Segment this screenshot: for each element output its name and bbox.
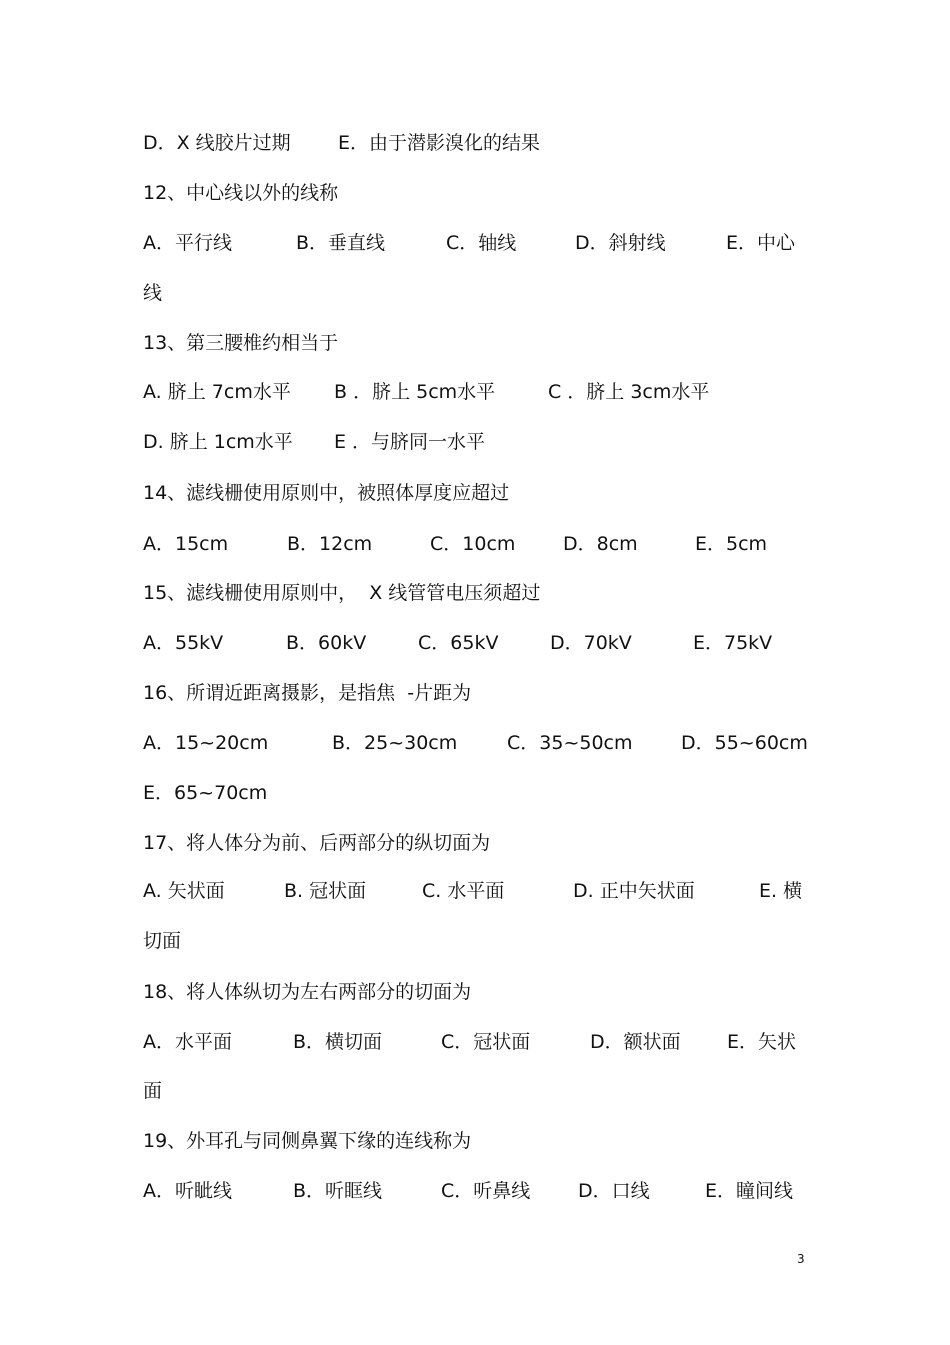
- option-a: A．听眦线: [143, 1180, 232, 1202]
- question-17: 17、将人体分为前、后两部分的纵切面为: [143, 832, 491, 854]
- option-b: B．垂直线: [296, 232, 386, 254]
- option-d: D．斜射线: [575, 232, 666, 254]
- option-d: D. 脐上 1cm水平: [143, 431, 293, 453]
- wrapped-text: 切面: [143, 930, 182, 952]
- question-12: 12、中心线以外的线称: [143, 182, 339, 204]
- option-c: C. 水平面: [422, 880, 505, 902]
- option-line: D．X 线胶片过期: [143, 132, 291, 154]
- option-b: B. 冠状面: [284, 880, 367, 902]
- option-c: C．冠状面: [441, 1031, 531, 1053]
- option-e: E．75kV: [693, 632, 773, 654]
- option-c: C．10cm: [430, 533, 516, 555]
- option-e: E．65~70cm: [143, 782, 268, 804]
- option-e: E．5cm: [695, 533, 768, 555]
- option-a: A. 脐上 7cm水平: [143, 381, 291, 403]
- option-a: A．15cm: [143, 533, 229, 555]
- wrapped-text: 线: [143, 282, 163, 304]
- option-b: B．听眶线: [293, 1180, 383, 1202]
- option-c: C．35~50cm: [507, 732, 633, 754]
- question-18: 18、将人体纵切为左右两部分的切面为: [143, 981, 472, 1003]
- option-b: B．12cm: [287, 533, 373, 555]
- option-c: C．65kV: [418, 632, 499, 654]
- option-d: D．额状面: [590, 1031, 681, 1053]
- option-d: D. 正中矢状面: [573, 880, 695, 902]
- question-15: 15、滤线栅使用原则中， X 线管管电压须超过: [143, 582, 541, 604]
- page-number: 3: [797, 1252, 805, 1266]
- option-line: E．由于潜影溴化的结果: [338, 132, 541, 154]
- option-a: A．水平面: [143, 1031, 232, 1053]
- option-d: D．70kV: [550, 632, 632, 654]
- option-d: D．8cm: [563, 533, 638, 555]
- question-13: 13、第三腰椎约相当于: [143, 332, 339, 354]
- option-b: B．60kV: [286, 632, 367, 654]
- option-e: E ．与脐同一水平: [334, 431, 486, 453]
- question-14: 14、滤线栅使用原则中，被照体厚度应超过: [143, 482, 510, 504]
- option-e: E．瞳间线: [705, 1180, 794, 1202]
- option-c: C．轴线: [446, 232, 517, 254]
- option-e: E. 横: [759, 880, 803, 902]
- option-e: E．中心: [726, 232, 796, 254]
- option-d: D．口线: [578, 1180, 650, 1202]
- option-b: B．25~30cm: [332, 732, 458, 754]
- option-a: A．15~20cm: [143, 732, 269, 754]
- wrapped-text: 面: [143, 1080, 163, 1102]
- option-e: E．矢状: [727, 1031, 797, 1053]
- option-a: A. 矢状面: [143, 880, 225, 902]
- option-a: A．55kV: [143, 632, 224, 654]
- option-c: C ．脐上 3cm水平: [548, 381, 710, 403]
- question-16: 16、所谓近距离摄影，是指焦 -片距为: [143, 682, 472, 704]
- option-b: B ．脐上 5cm水平: [334, 381, 496, 403]
- option-a: A．平行线: [143, 232, 232, 254]
- option-b: B．横切面: [293, 1031, 383, 1053]
- question-19: 19、外耳孔与同侧鼻翼下缘的连线称为: [143, 1130, 472, 1152]
- option-d: D．55~60cm: [681, 732, 808, 754]
- option-c: C．听鼻线: [441, 1180, 531, 1202]
